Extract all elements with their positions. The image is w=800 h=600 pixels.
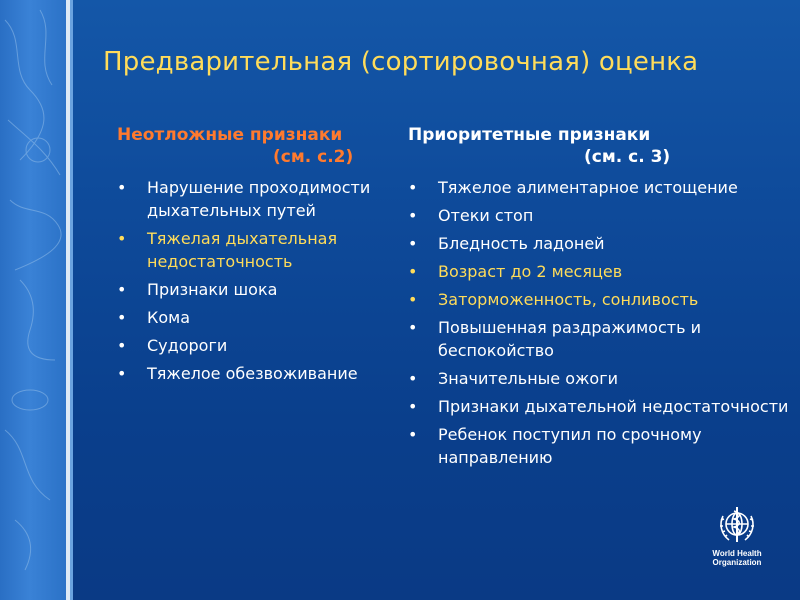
side-divider-accent — [70, 0, 73, 600]
list-item: • Повышенная раздражимость и беспокойство — [408, 316, 793, 362]
urgent-signs-heading — [117, 124, 402, 168]
list-item: • Возраст до 2 месяцев — [408, 260, 793, 283]
urgent-signs-heading-line1: Неотложные признаки — [117, 125, 343, 145]
slide-title: Предварительная (сортировочная) оценка — [103, 47, 699, 77]
urgent-signs-column — [117, 124, 402, 390]
priority-signs-heading-ref: (см. с. 3) — [584, 147, 671, 167]
urgent-signs-list — [117, 176, 402, 385]
list-item: • Отеки стоп — [408, 204, 793, 227]
who-logo-line2: Organization — [712, 558, 762, 567]
who-logo-line1: World Health — [712, 549, 762, 558]
list-item: • Тяжелое обезвоживание — [117, 362, 402, 385]
list-item: • Тяжелое алиментарное истощение — [408, 176, 793, 199]
list-item: • Заторможенность, сонливость — [408, 288, 793, 311]
list-item: • Признаки дыхательной недостаточности — [408, 395, 793, 418]
decorative-illustration-icon — [0, 0, 66, 600]
decorative-side-panel — [0, 0, 66, 600]
list-item: • Бледность ладоней — [408, 232, 793, 255]
who-emblem-icon — [715, 502, 759, 546]
priority-signs-column — [408, 124, 793, 474]
who-logo — [706, 502, 768, 574]
urgent-signs-heading-ref: (см. с.2) — [273, 147, 354, 167]
priority-signs-heading — [408, 124, 793, 168]
list-item: • Нарушение проходимости дыхательных путей — [117, 176, 402, 222]
list-item: • Судороги — [117, 334, 402, 357]
list-item: • Ребенок поступил по срочному направлению — [408, 423, 793, 469]
list-item: • Тяжелая дыхательная недостаточность — [117, 227, 402, 273]
list-item: • Признаки шока — [117, 278, 402, 301]
list-item: • Значительные ожоги — [408, 367, 793, 390]
list-item: • Кома — [117, 306, 402, 329]
priority-signs-heading-line1: Приоритетные признаки — [408, 125, 651, 145]
priority-signs-list — [408, 176, 793, 469]
